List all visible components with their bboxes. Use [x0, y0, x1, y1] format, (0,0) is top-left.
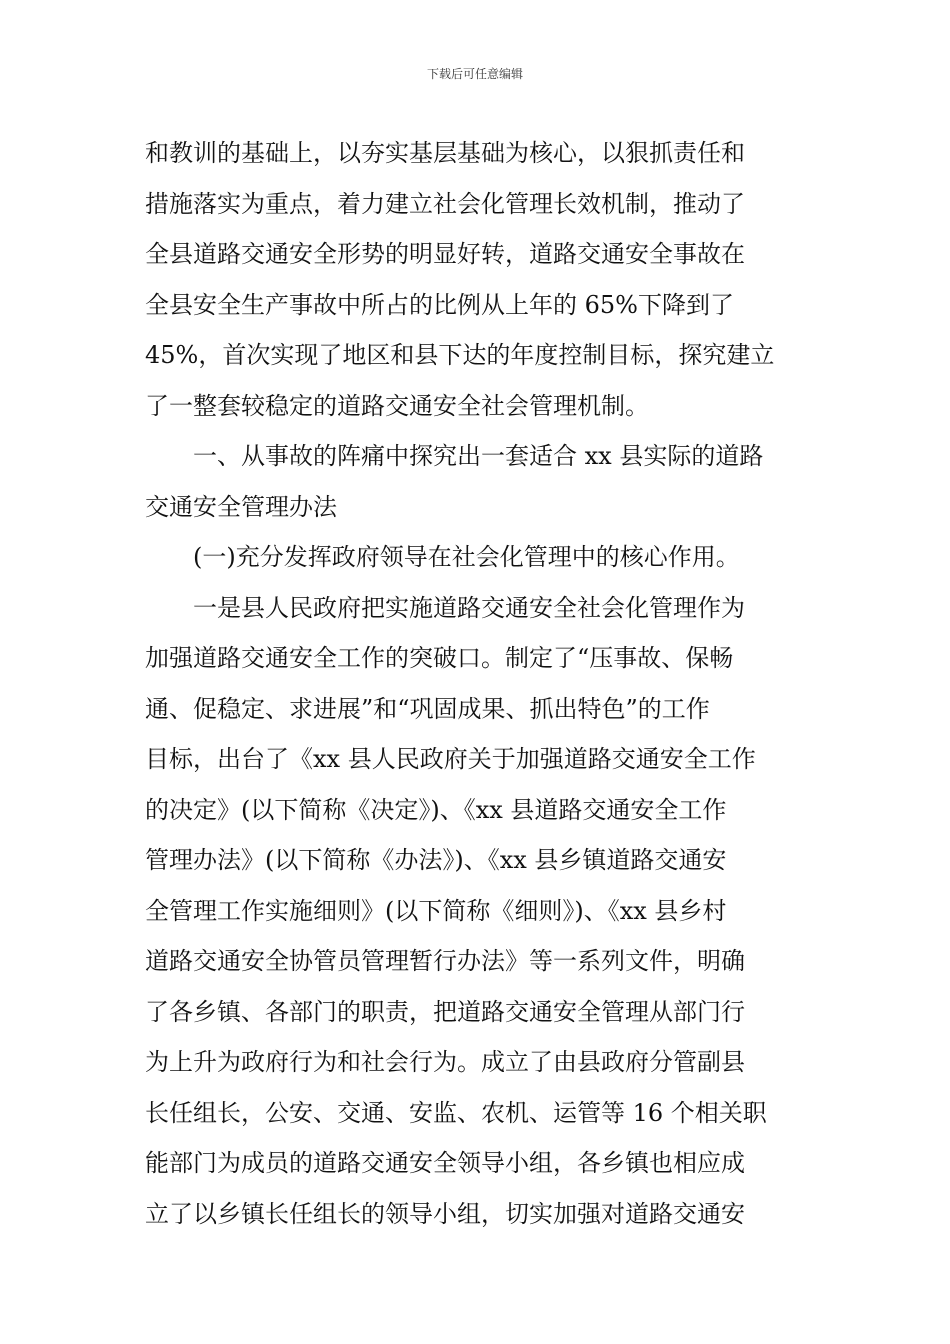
text-line: 为上升为政府行为和社会行为。成立了由县政府分管副县 [145, 1048, 745, 1076]
text-line: 通、促稳定、求进展”和“巩固成果、抓出特色”的工作 [145, 694, 710, 723]
text-line: 全县道路交通安全形势的明显好转，道路交通安全事故在 [145, 240, 745, 268]
text-line: 和教训的基础上，以夯实基层基础为核心，以狠抓责任和 [145, 139, 745, 167]
text-line: 加强道路交通安全工作的突破口。制定了“压事故、保畅 [145, 644, 734, 672]
text-line: 立了以乡镇长任组长的领导小组，切实加强对道路交通安 [145, 1199, 745, 1228]
text-line: 一、从事故的阵痛中探究出一套适合 xx 县实际的道路 [193, 442, 764, 470]
text-line: 长任组长，公安、交通、安监、农机、运管等 16 个相关职 [145, 1098, 767, 1127]
text-line: 全县安全生产事故中所占的比例从上年的 65%下降到了 [145, 290, 734, 319]
text-line: 交通安全管理办法 [145, 492, 337, 521]
text-line: 措施落实为重点，着力建立社会化管理长效机制，推动了 [145, 189, 745, 218]
text-line: 全管理工作实施细则》(以下简称《细则》)、《xx 县乡村 [145, 896, 727, 925]
text-line: 的决定》(以下简称《决定》)、《xx 县道路交通安全工作 [145, 795, 727, 824]
document-body [145, 128, 815, 1239]
text-line: 了一整套较稳定的道路交通安全社会管理机制。 [145, 391, 649, 420]
text-line: 能部门为成员的道路交通安全领导小组，各乡镇也相应成 [145, 1149, 745, 1177]
text-line: 管理办法》(以下简称《办法》)、《xx 县乡镇道路交通安 [145, 846, 727, 874]
text-line: 道路交通安全协管员管理暂行办法》等一系列文件，明确 [145, 947, 745, 975]
text-line: 了各乡镇、各部门的职责，把道路交通安全管理从部门行 [145, 997, 745, 1026]
text-line: 45%，首次实现了地区和县下达的年度控制目标，探究建立 [145, 341, 775, 369]
text-line: (一)充分发挥政府领导在社会化管理中的核心作用。 [193, 543, 740, 571]
page-header: 下载后可任意编辑 [426, 67, 523, 81]
text-line: 一是县人民政府把实施道路交通安全社会化管理作为 [193, 593, 745, 622]
text-line: 目标，出台了《xx 县人民政府关于加强道路交通安全工作 [145, 745, 756, 773]
